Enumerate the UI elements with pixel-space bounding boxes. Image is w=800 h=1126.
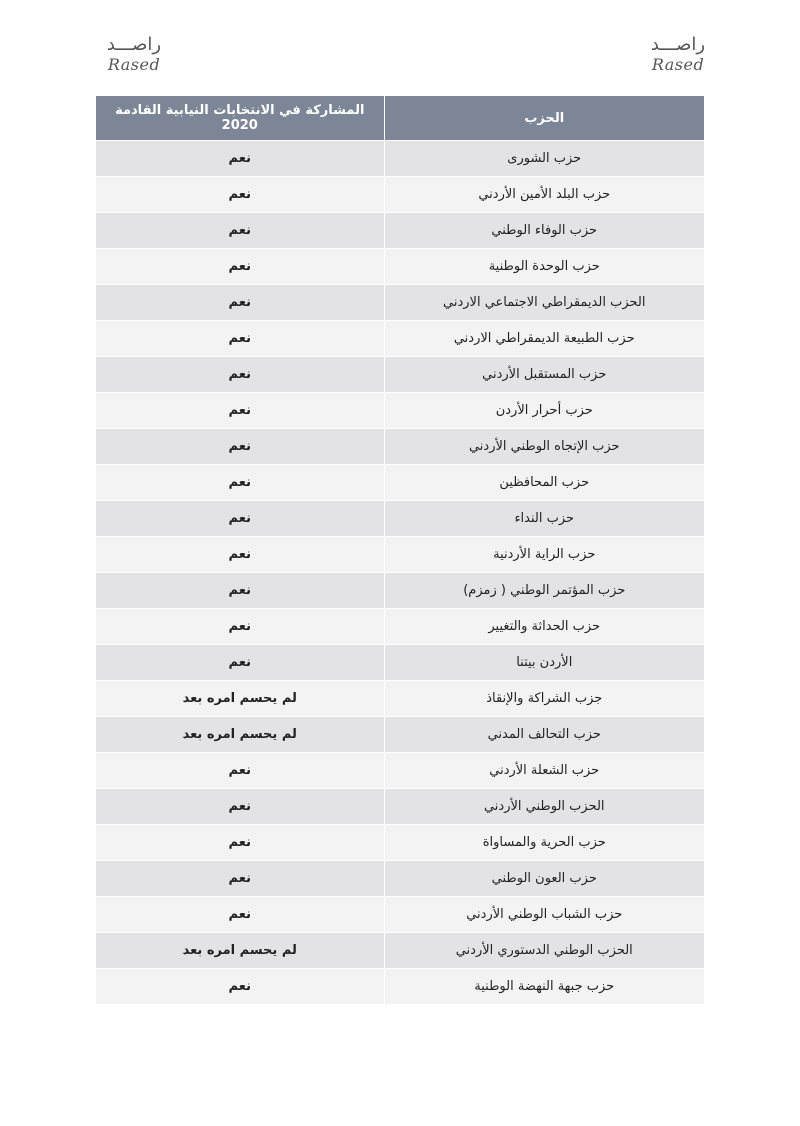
table-body — [96, 141, 704, 1005]
party-name-cell: حزب المحافظين — [384, 465, 704, 501]
party-name-cell: حزب الشورى — [384, 141, 704, 177]
participation-cell: نعم — [96, 177, 384, 213]
participation-cell: نعم — [96, 249, 384, 285]
table-row — [96, 249, 704, 285]
rased-logo-right — [638, 34, 718, 74]
party-name-cell: حزب الشعلة الأردني — [384, 753, 704, 789]
participation-cell: نعم — [96, 573, 384, 609]
party-name-cell: حزب الراية الأردنية — [384, 537, 704, 573]
party-name-cell: حزب البلد الأمين الأردني — [384, 177, 704, 213]
participation-cell: لم يحسم امره بعد — [96, 933, 384, 969]
party-name-cell: الحزب الوطني الأردني — [384, 789, 704, 825]
table-row — [96, 825, 704, 861]
party-name-cell: جزب الشراكة والإنقاذ — [384, 681, 704, 717]
participation-cell: نعم — [96, 213, 384, 249]
party-name-cell: حزب الإتجاه الوطني الأردني — [384, 429, 704, 465]
table-row — [96, 393, 704, 429]
party-name-cell: الحزب الوطني الدستوري الأردني — [384, 933, 704, 969]
table-row — [96, 897, 704, 933]
logo-arabic-text: راصـــد — [106, 34, 162, 55]
table-row — [96, 177, 704, 213]
party-name-cell: حزب الوفاء الوطني — [384, 213, 704, 249]
participation-cell: نعم — [96, 609, 384, 645]
participation-cell: نعم — [96, 645, 384, 681]
party-name-cell: حزب الحداثة والتغيير — [384, 609, 704, 645]
parties-table — [96, 96, 704, 1004]
party-name-cell: حزب الطبيعة الديمقراطي الاردني — [384, 321, 704, 357]
table-row — [96, 789, 704, 825]
participation-cell: نعم — [96, 501, 384, 537]
table-row — [96, 213, 704, 249]
participation-cell: نعم — [96, 789, 384, 825]
participation-cell: نعم — [96, 465, 384, 501]
participation-cell: نعم — [96, 969, 384, 1005]
table-row — [96, 573, 704, 609]
party-name-cell: حزب جبهة النهضة الوطنية — [384, 969, 704, 1005]
participation-cell: نعم — [96, 897, 384, 933]
table-row — [96, 285, 704, 321]
party-name-cell: حزب المؤتمر الوطني ( زمزم) — [384, 573, 704, 609]
table-row — [96, 933, 704, 969]
party-name-cell: حزب النداء — [384, 501, 704, 537]
participation-cell: نعم — [96, 357, 384, 393]
participation-cell: نعم — [96, 321, 384, 357]
participation-cell: نعم — [96, 825, 384, 861]
table-row — [96, 465, 704, 501]
logo-english-text: Rased — [107, 55, 161, 74]
logo-english-text: Rased — [651, 55, 705, 74]
party-name-cell: حزب أحرار الأردن — [384, 393, 704, 429]
participation-cell: نعم — [96, 753, 384, 789]
table-row — [96, 141, 704, 177]
table-row — [96, 429, 704, 465]
party-name-cell: الأردن بيتنا — [384, 645, 704, 681]
participation-cell: نعم — [96, 141, 384, 177]
party-name-cell: حزب المستقبل الأردني — [384, 357, 704, 393]
table-row — [96, 645, 704, 681]
participation-cell: نعم — [96, 537, 384, 573]
party-name-cell: حزب العون الوطني — [384, 861, 704, 897]
participation-cell: نعم — [96, 861, 384, 897]
party-name-cell: حزب الوحدة الوطنية — [384, 249, 704, 285]
header-party: الحزب — [384, 96, 704, 141]
party-name-cell: حزب الحرية والمساواة — [384, 825, 704, 861]
table-row — [96, 321, 704, 357]
table-row — [96, 609, 704, 645]
table-row — [96, 717, 704, 753]
table-row — [96, 537, 704, 573]
participation-cell: نعم — [96, 285, 384, 321]
table-row — [96, 681, 704, 717]
rased-logo-left — [94, 34, 174, 74]
table-row — [96, 357, 704, 393]
participation-cell: نعم — [96, 393, 384, 429]
table-header-row — [96, 96, 704, 141]
party-name-cell: الحزب الديمقراطي الاجتماعي الاردني — [384, 285, 704, 321]
table-row — [96, 861, 704, 897]
participation-cell: لم يحسم امره بعد — [96, 681, 384, 717]
table-row — [96, 969, 704, 1005]
participation-cell: نعم — [96, 429, 384, 465]
table-row — [96, 501, 704, 537]
logo-arabic-text: راصـــد — [650, 34, 706, 55]
table-row — [96, 753, 704, 789]
header-participation: المشاركة في الانتخابات النيابية القادمة 2020 — [96, 96, 384, 141]
party-name-cell: حزب التحالف المدني — [384, 717, 704, 753]
participation-cell: لم يحسم امره بعد — [96, 717, 384, 753]
party-name-cell: حزب الشباب الوطني الأردني — [384, 897, 704, 933]
